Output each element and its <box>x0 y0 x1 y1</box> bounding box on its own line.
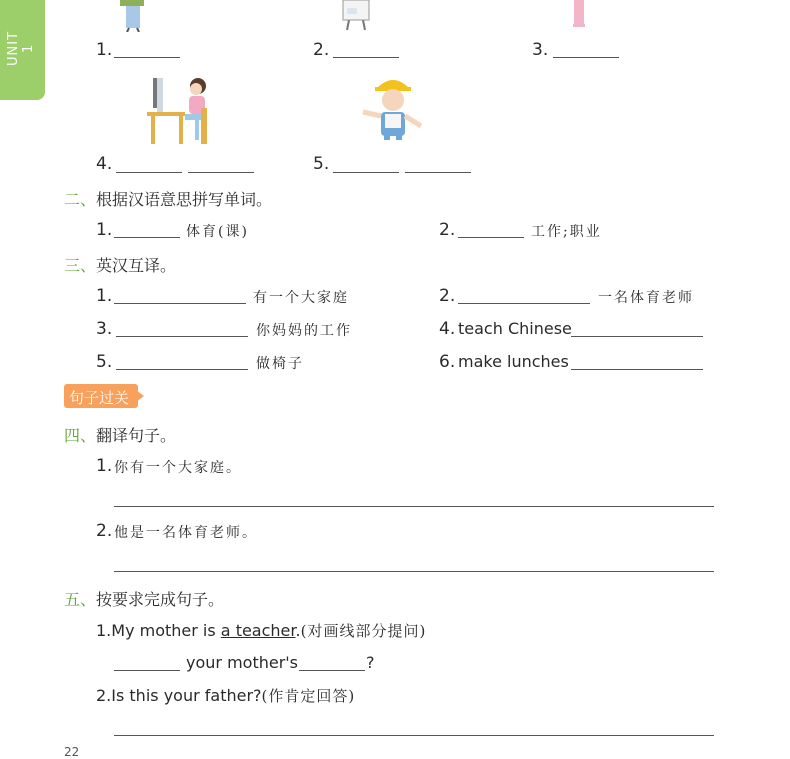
section-title: 按要求完成句子。 <box>96 590 225 609</box>
chinese-hint: 工作;职业 <box>531 224 602 240</box>
section-badge-label: 句子过关 <box>69 389 130 407</box>
item-number: 3. <box>96 319 113 339</box>
picture-item-number: 4. <box>96 154 113 174</box>
unit-tab-label: UNIT 1 <box>6 30 36 66</box>
answer-blank[interactable] <box>571 336 703 337</box>
answer-template-end: ? <box>366 653 375 672</box>
translate-phrase: make lunches <box>458 352 569 371</box>
answer-blank[interactable] <box>458 303 590 304</box>
item-number: 2. <box>96 521 113 541</box>
answer-blank[interactable] <box>116 172 182 173</box>
answer-blank[interactable] <box>299 670 365 671</box>
question-2 <box>96 685 355 706</box>
section-heading-3 <box>64 253 176 276</box>
worker-illustration <box>357 74 429 144</box>
answer-template-text: your mother's <box>186 653 299 672</box>
item-number: 1. <box>96 621 112 640</box>
item-number: 2. <box>439 286 456 306</box>
item-number: 4. <box>439 319 456 339</box>
person-illustration-2 <box>335 0 385 32</box>
section-index: 三、 <box>64 256 97 275</box>
item-number: 6. <box>439 352 456 372</box>
answer-blank[interactable] <box>458 237 524 238</box>
woman-at-computer-illustration <box>145 72 211 146</box>
answer-blank[interactable] <box>114 57 180 58</box>
answer-line[interactable] <box>114 506 714 507</box>
sentence-prompt: 你有一个大家庭。 <box>114 460 242 476</box>
question-punct: . <box>295 621 301 640</box>
section-heading-2 <box>64 187 272 210</box>
answer-blank[interactable] <box>116 336 248 337</box>
person-illustration-3 <box>565 0 595 32</box>
item-number: 1. <box>96 220 113 240</box>
instruction: (对画线部分提问) <box>300 622 427 640</box>
chinese-hint: 体育(课) <box>186 224 249 240</box>
picture-item-number: 1. <box>96 40 113 60</box>
section-index: 四、 <box>64 426 97 445</box>
section-index: 五、 <box>64 590 97 609</box>
translate-phrase: 一名体育老师 <box>598 290 694 306</box>
underlined-phrase: a teacher <box>220 621 296 640</box>
item-number: 1. <box>96 456 113 476</box>
section-heading-5 <box>64 587 224 610</box>
answer-blank[interactable] <box>571 369 703 370</box>
instruction: (作肯定回答) <box>261 687 356 705</box>
question-text: My mother is <box>111 621 221 640</box>
section-title: 根据汉语意思拼写单词。 <box>96 190 273 209</box>
section-title: 英汉互译。 <box>96 256 177 275</box>
section-badge <box>64 384 144 408</box>
section-index: 二、 <box>64 190 97 209</box>
picture-item-number: 2. <box>313 40 330 60</box>
page-number: 22 <box>64 745 80 759</box>
question-1 <box>96 620 426 641</box>
answer-blank[interactable] <box>114 237 180 238</box>
translate-phrase: 做椅子 <box>256 356 304 372</box>
translate-phrase: 你妈妈的工作 <box>256 323 352 339</box>
translate-phrase: 有一个大家庭 <box>253 290 349 306</box>
answer-blank[interactable] <box>114 670 180 671</box>
answer-blank[interactable] <box>333 172 399 173</box>
answer-blank[interactable] <box>553 57 619 58</box>
answer-line[interactable] <box>114 735 714 736</box>
picture-item-number: 3. <box>532 40 549 60</box>
picture-item-number: 5. <box>313 154 330 174</box>
section-heading-4 <box>64 423 176 446</box>
question-text: Is this your father? <box>111 686 262 705</box>
translate-phrase: teach Chinese <box>458 319 572 338</box>
answer-blank[interactable] <box>116 369 248 370</box>
item-number: 5. <box>96 352 113 372</box>
sentence-prompt: 他是一名体育老师。 <box>114 525 258 541</box>
item-number: 2. <box>439 220 456 240</box>
section-title: 翻译句子。 <box>96 426 177 445</box>
person-illustration-1 <box>110 0 160 32</box>
answer-line[interactable] <box>114 571 714 572</box>
answer-blank[interactable] <box>188 172 254 173</box>
item-number: 2. <box>96 686 112 705</box>
answer-blank[interactable] <box>333 57 399 58</box>
item-number: 1. <box>96 286 113 306</box>
answer-blank[interactable] <box>114 303 246 304</box>
answer-blank[interactable] <box>405 172 471 173</box>
